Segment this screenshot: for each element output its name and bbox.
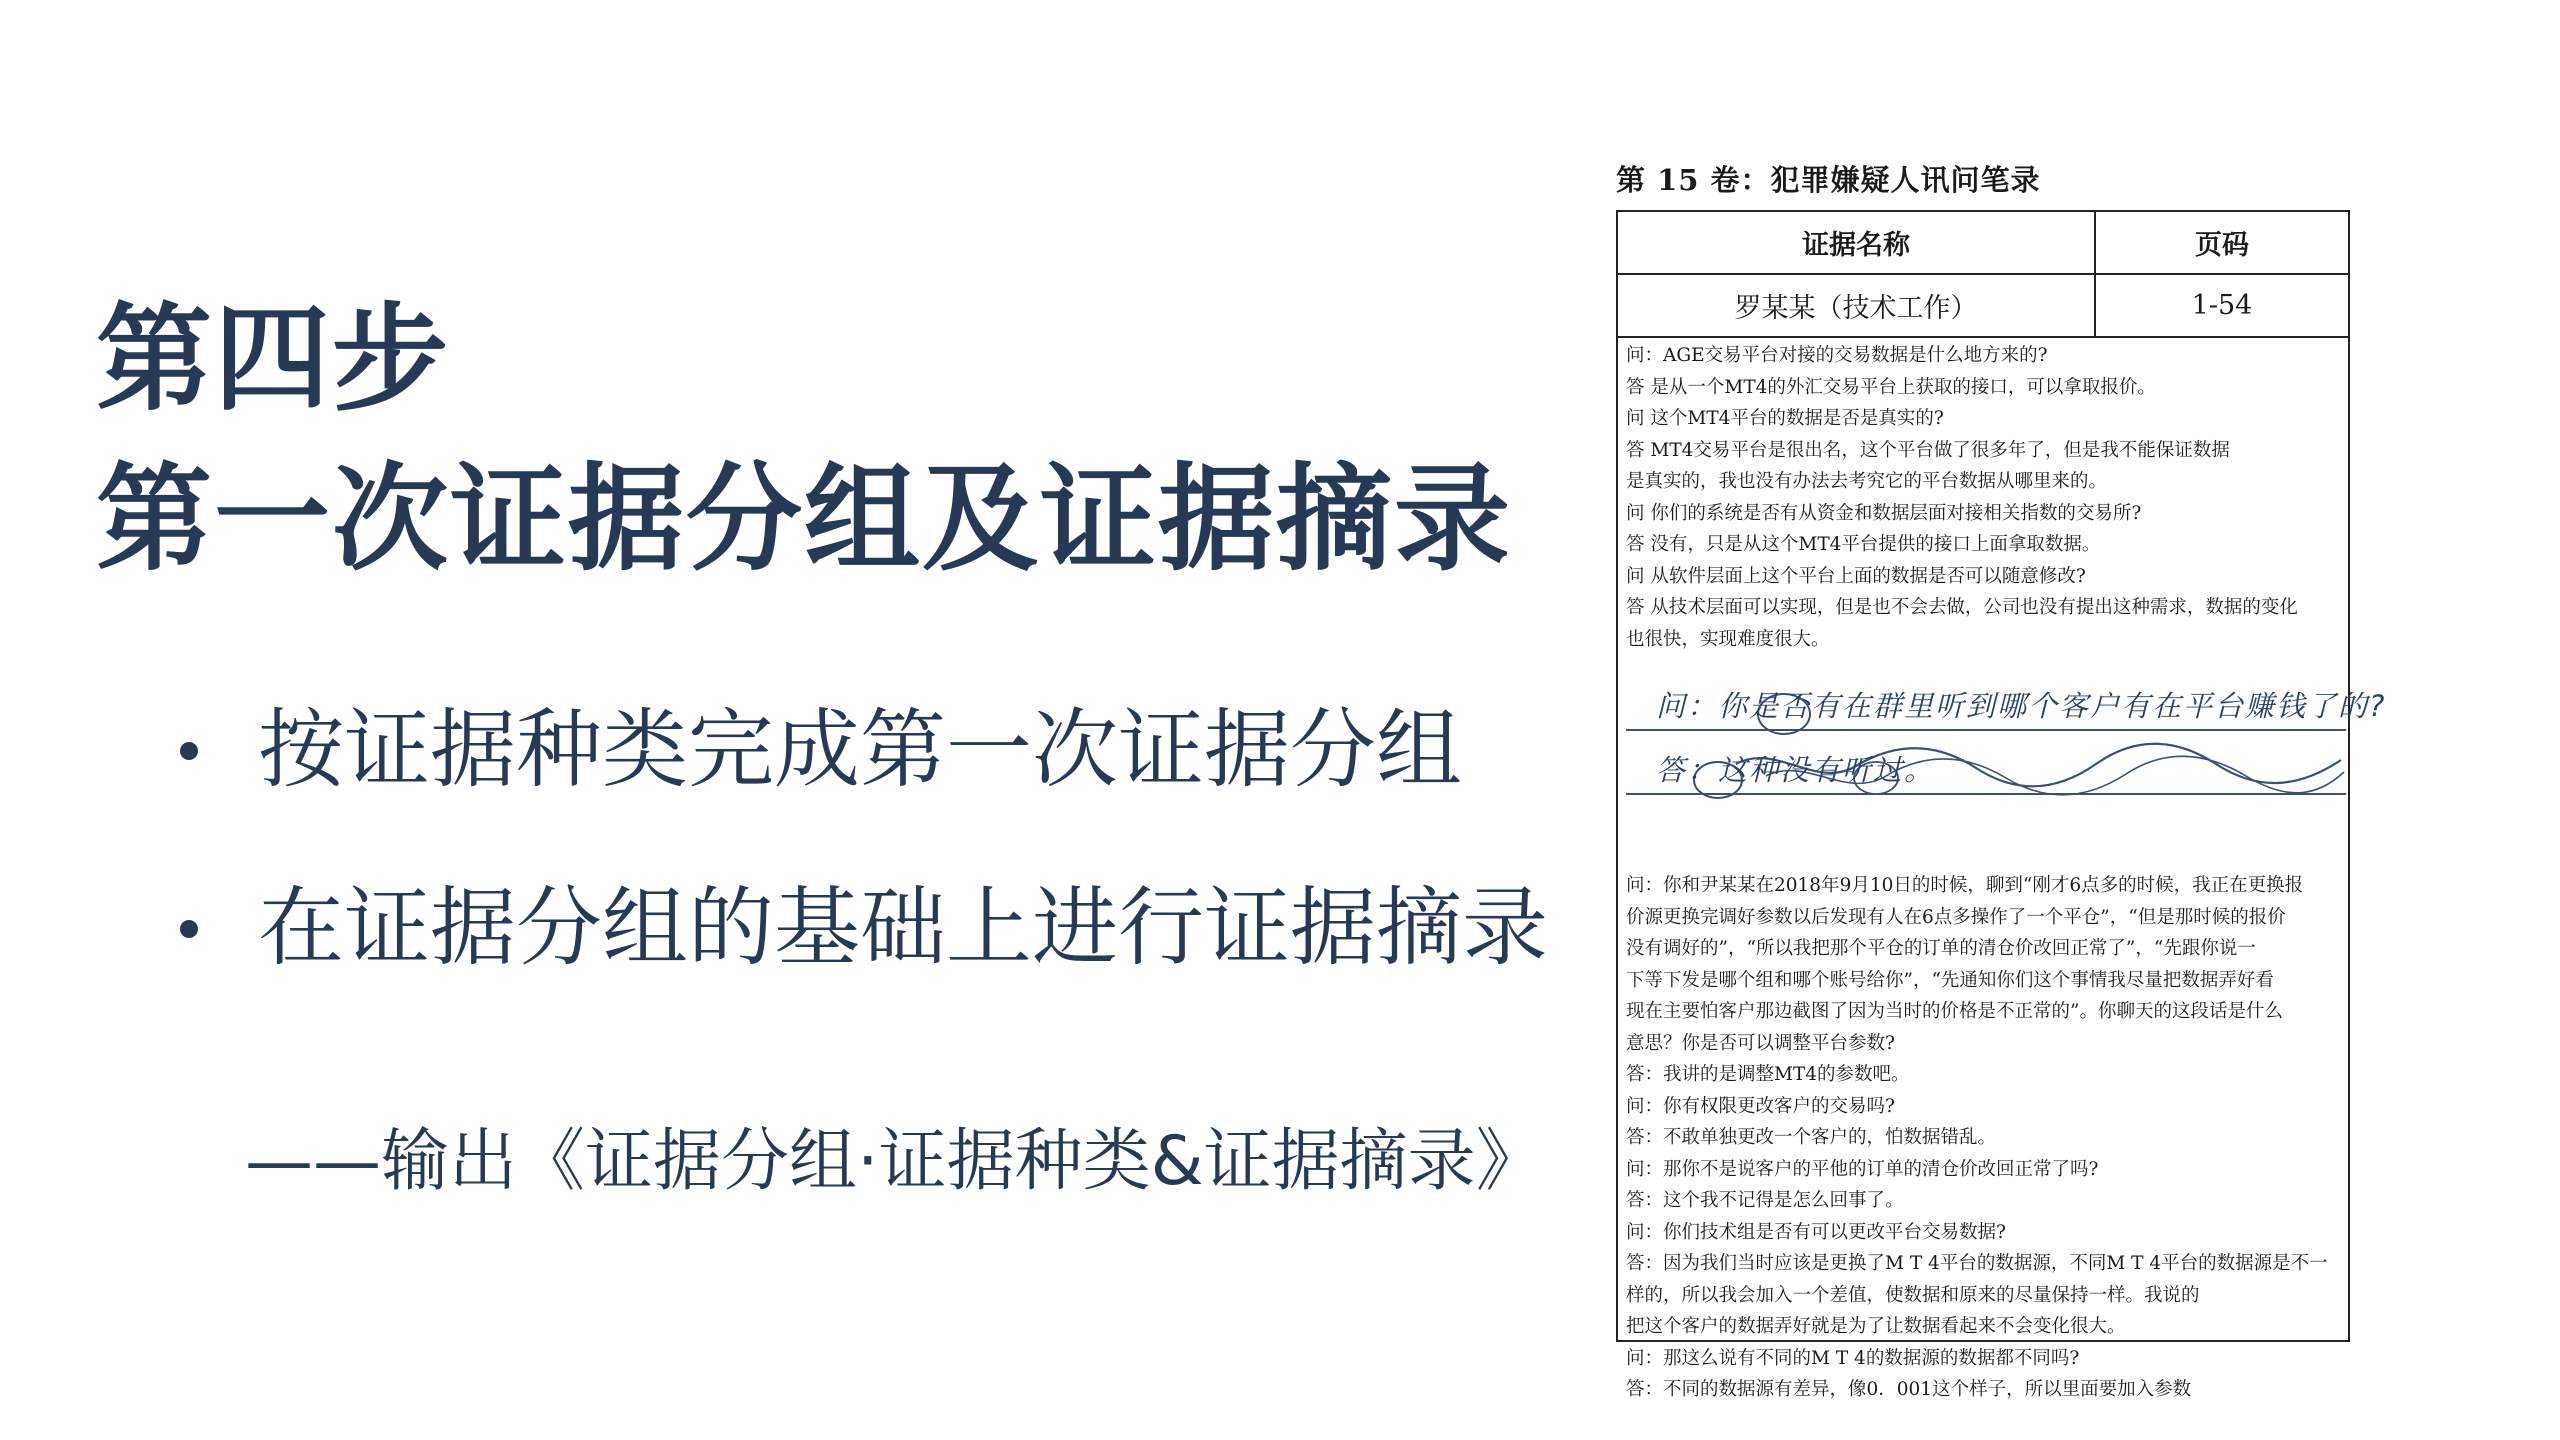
qa-line: 把这个客户的数据弄好就是为了让数据看起来不会变化很大。 — [1626, 1316, 2126, 1337]
qa-line: 答：我讲的是调整MT4的参数吧。 — [1626, 1064, 1910, 1085]
qa-line: 问：你和尹某某在2018年9月10日的时候，聊到“刚才6点多的时候，我正在更换报 — [1626, 875, 2304, 896]
qa-line: 问：你们技术组是否有可以更改平台交易数据? — [1626, 1221, 2006, 1243]
qa-block-1 — [1626, 340, 2344, 655]
qa-line: 答：不同的数据源有差异，像0．001这个样子，所以里面要加入参数 — [1626, 1379, 2192, 1400]
qa-block-2 — [1626, 870, 2344, 1406]
qa-line: 问：AGE交易平台对接的交易数据是什么地方来的? — [1626, 345, 2048, 366]
qa-line: 价源更换完调好参数以后发现有人在6点多操作了一个平仓”，“但是那时候的报价 — [1626, 906, 2286, 928]
step-title-line-2: 第一次证据分组及证据摘录 — [96, 452, 1512, 587]
qa-line: 意思？你是否可以调整平台参数? — [1626, 1032, 1895, 1054]
record-frame — [1616, 210, 2387, 1400]
qa-line: 答：因为我们当时应该是更换了M T 4平台的数据源，不同M T 4平台的数据源是不一 — [1626, 1253, 2328, 1274]
step-title — [96, 280, 1512, 600]
evidence-table-row — [1618, 274, 2348, 337]
qa-line: 答 没有，只是从这个MT4平台提供的接口上面拿取数据。 — [1626, 534, 2101, 555]
bullet-dot-icon — [180, 742, 198, 760]
header-evidence-name: 证据名称 — [1618, 212, 2095, 274]
output-note: ——输出《证据分组·证据种类&证据摘录》 — [245, 1122, 1544, 1201]
header-page-number: 页码 — [2095, 212, 2348, 274]
qa-line: 样的，所以我会加入一个差值，使数据和原来的尽量保持一样。我说的 — [1626, 1284, 2200, 1306]
qa-line: 答 是从一个MT4的外汇交易平台上获取的接口，可以拿取报价。 — [1626, 376, 2156, 398]
evidence-table — [1618, 212, 2348, 338]
bullet-dot-icon — [180, 920, 198, 938]
bullet-item — [180, 690, 1548, 810]
qa-line: 现在主要怕客户那边截图了因为当时的价格是不正常的”。你聊天的这段话是什么 — [1626, 1001, 2283, 1022]
qa-line: 答 MT4交易平台是很出名，这个平台做了很多年了，但是我不能保证数据 — [1626, 439, 2230, 461]
qa-line: 问：你有权限更改客户的交易吗? — [1626, 1095, 1895, 1117]
bullet-list — [180, 690, 1548, 1046]
qa-line: 下等下发是哪个组和哪个账号给你”，“先通知你们这个事情我尽量把数据弄好看 — [1626, 969, 2274, 991]
qa-line: 答：这个我不记得是怎么回事了。 — [1626, 1190, 1904, 1211]
qa-line: 问 从软件层面上这个平台上面的数据是否可以随意修改? — [1626, 565, 2086, 587]
qa-line: 问：那你不是说客户的平他的订单的清仓价改回正常了吗? — [1626, 1158, 2099, 1180]
bullet-text: 按证据种类完成第一次证据分组 — [258, 700, 1462, 800]
qa-line: 问 这个MT4平台的数据是否是真实的? — [1626, 408, 1944, 429]
qa-line: 答 从技术层面可以实现，但是也不会去做，公司也没有提出这种需求，数据的变化 — [1626, 597, 2298, 618]
handwritten-question: 问：你是否有在群里听到哪个客户有在平台赚钱了的? — [1656, 689, 2387, 723]
interrogation-record-scan — [1600, 150, 2387, 1400]
bullet-item — [180, 868, 1548, 988]
step-title-line-1: 第四步 — [96, 292, 450, 427]
handwritten-answer: 答：这种没有听过。 — [1656, 753, 1936, 787]
cell-evidence-name: 罗某某（技术工作） — [1618, 274, 2095, 337]
handwritten-qa — [1626, 672, 2387, 844]
qa-line: 答：不敢单独更改一个客户的，怕数据错乱。 — [1626, 1127, 1997, 1148]
qa-line: 问 你们的系统是否有从资金和数据层面对接相关指数的交易所? — [1626, 502, 2142, 524]
qa-line: 没有调好的”，“所以我把那个平仓的订单的清仓价改回正常了”，“先跟你说一 — [1626, 938, 2256, 959]
cell-page-number: 1-54 — [2095, 274, 2348, 337]
qa-line: 也很快，实现难度很大。 — [1626, 628, 1830, 650]
record-title: 第 15 卷：犯罪嫌疑人讯问笔录 — [1616, 163, 2041, 197]
qa-line: 问：那这么说有不同的M T 4的数据源的数据都不同吗? — [1626, 1347, 2080, 1369]
bullet-text: 在证据分组的基础上进行证据摘录 — [258, 878, 1548, 978]
evidence-table-header — [1618, 212, 2348, 274]
qa-line: 是真实的，我也没有办法去考究它的平台数据从哪里来的。 — [1626, 471, 2108, 492]
